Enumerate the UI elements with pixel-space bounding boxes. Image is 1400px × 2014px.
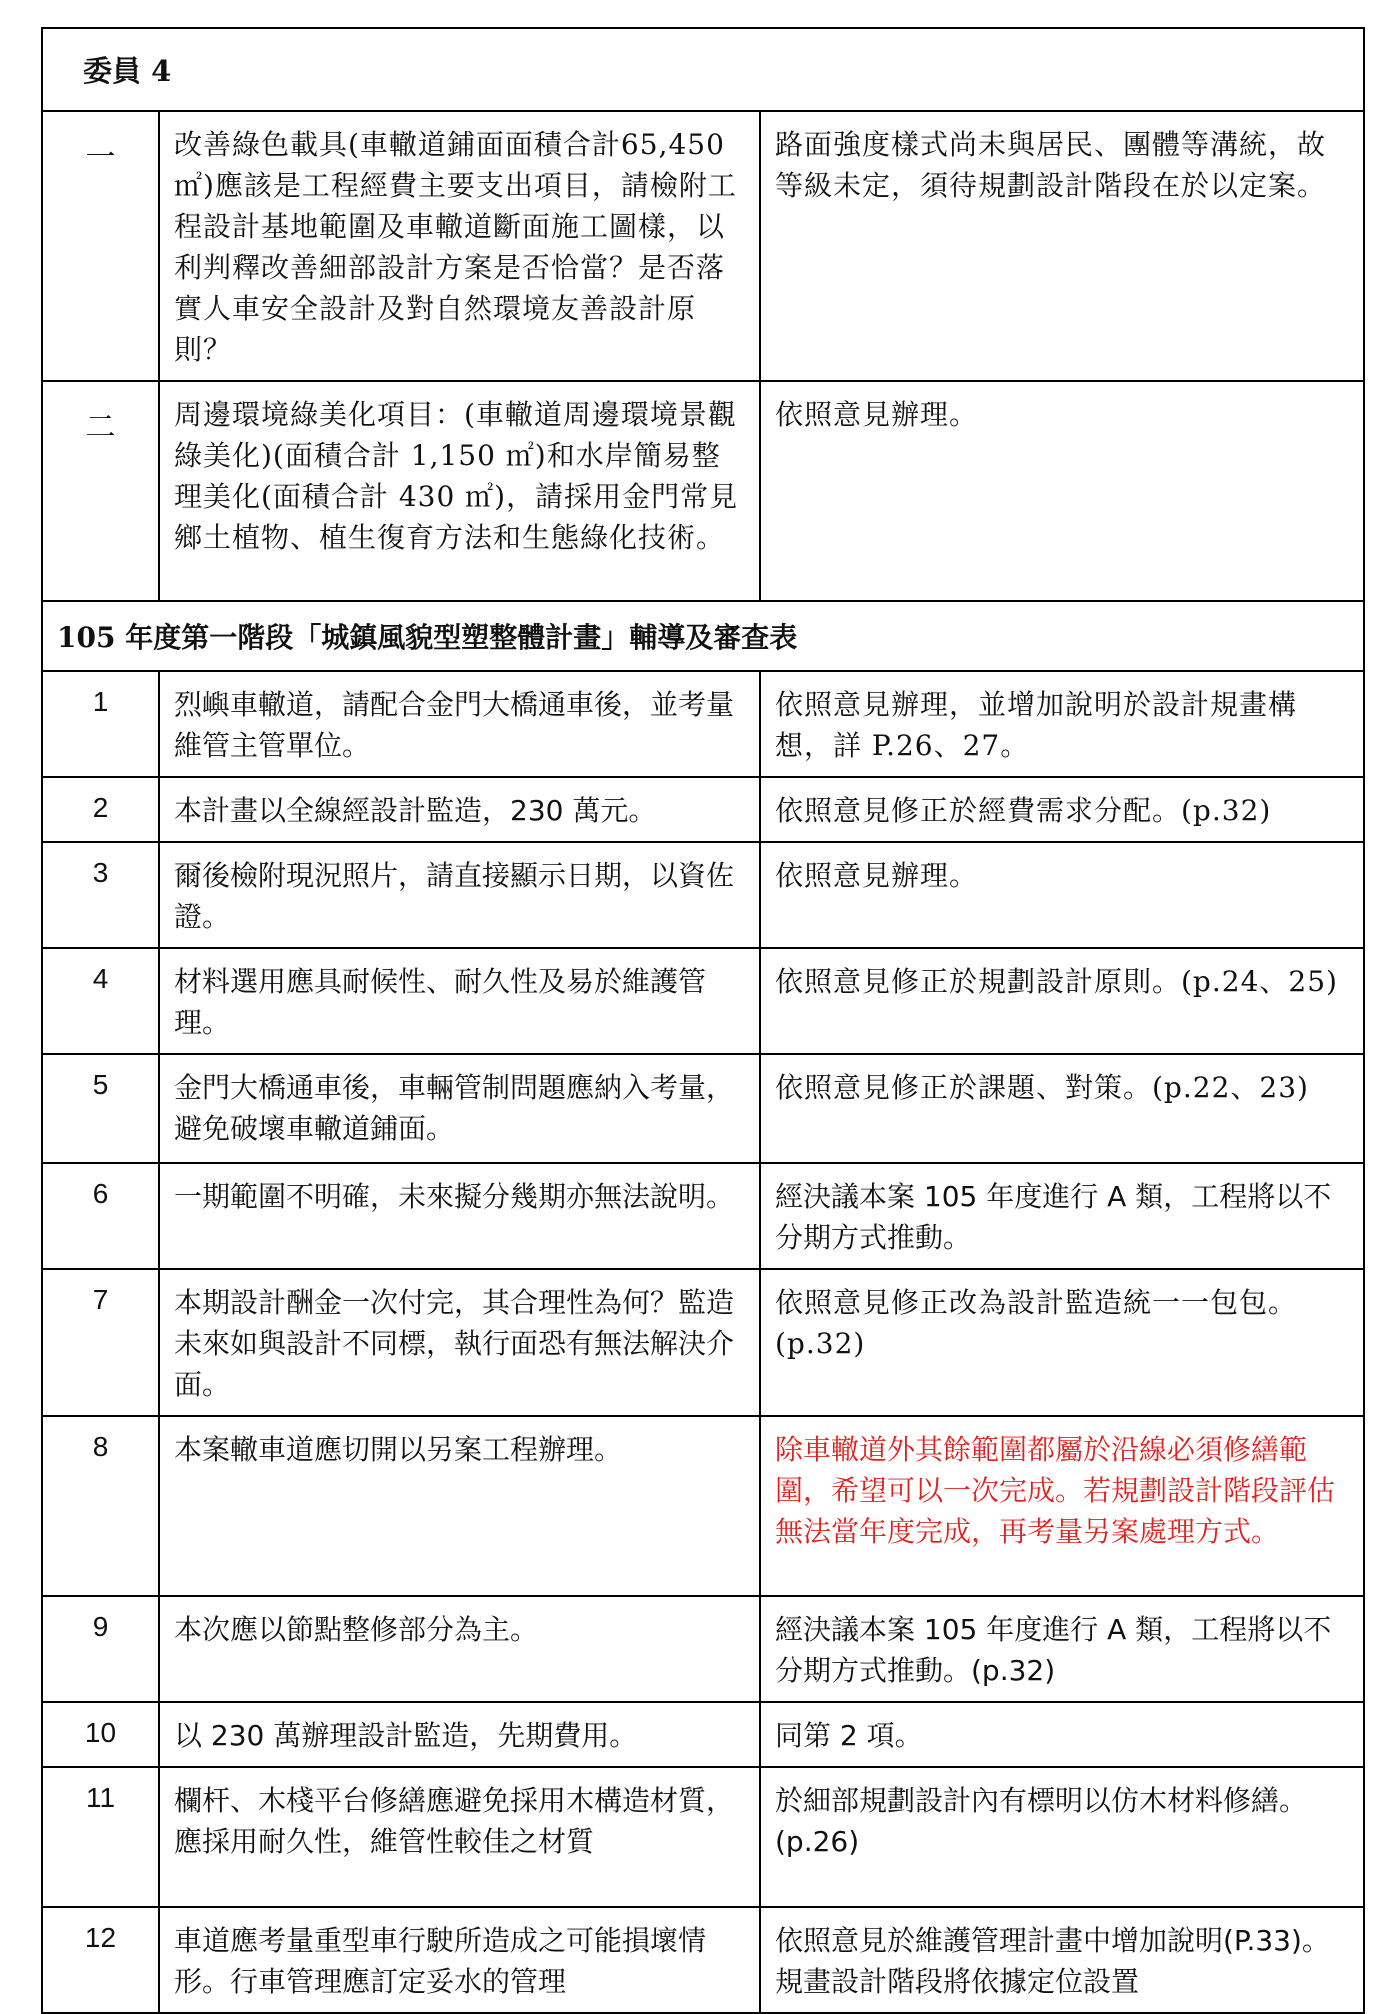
- item-number: 3: [42, 842, 159, 948]
- review-reply: 依照意見辦理。: [760, 381, 1364, 601]
- item-number: 7: [42, 1269, 159, 1416]
- item-number: 8: [42, 1416, 159, 1596]
- review-comment: 周邊環境綠美化項目：(車轍道周邊環境景觀綠美化)(面積合計 1,150 ㎡)和水岸簡易整理美化(面積合計 430 ㎡)，請採用金門常見鄉土植物、植生復育方法和生態綠化技術。: [159, 381, 760, 601]
- item-number: 4: [42, 948, 159, 1054]
- item-number: 10: [42, 1702, 159, 1767]
- table-row: [42, 1907, 1364, 2013]
- review-comment: 以 230 萬辦理設計監造，先期費用。: [159, 1702, 760, 1767]
- review-reply: 於細部規劃設計內有標明以仿木材料修繕。(p.26): [760, 1767, 1364, 1907]
- item-number: 二: [42, 381, 159, 601]
- item-number: 2: [42, 777, 159, 842]
- table-row: [42, 1702, 1364, 1767]
- review-comment: 爾後檢附現況照片，請直接顯示日期，以資佐證。: [159, 842, 760, 948]
- review-reply: 依照意見辦理。: [760, 842, 1364, 948]
- table-row: [42, 1767, 1364, 1907]
- review-reply: 依照意見修正改為設計監造統一一包包。(p.32): [760, 1269, 1364, 1416]
- review-reply: 依照意見於維護管理計畫中增加說明(P.33)。規畫設計階段將依據定位設置: [760, 1907, 1364, 2013]
- review-reply: 經決議本案 105 年度進行 A 類，工程將以不分期方式推動。: [760, 1163, 1364, 1269]
- review-comment: 本案轍車道應切開以另案工程辦理。: [159, 1416, 760, 1596]
- review-comment: 車道應考量重型車行駛所造成之可能損壞情形。行車管理應訂定妥水的管理: [159, 1907, 760, 2013]
- table-row: [42, 1416, 1364, 1596]
- review-reply: 依照意見修正於課題、對策。(p.22、23): [760, 1054, 1364, 1163]
- review-reply: 除車轍道外其餘範圍都屬於沿線必須修繕範圍，希望可以一次完成。若規劃設計階段評估無法當年度完成，再考量另案處理方式。: [760, 1416, 1364, 1596]
- table-row: [42, 1596, 1364, 1702]
- review-comment: 本次應以節點整修部分為主。: [159, 1596, 760, 1702]
- review-reply: 依照意見辦理，並增加說明於設計規畫構想，詳 P.26、27。: [760, 671, 1364, 777]
- review-comment: 欄杆、木棧平台修繕應避免採用木構造材質，應採用耐久性，維管性較佳之材質: [159, 1767, 760, 1907]
- table-row: [42, 1163, 1364, 1269]
- table-row: [42, 671, 1364, 777]
- review-reply: 依照意見修正於規劃設計原則。(p.24、25): [760, 948, 1364, 1054]
- review-reply: 同第 2 項。: [760, 1702, 1364, 1767]
- table-row: [42, 1269, 1364, 1416]
- review-comment: 烈嶼車轍道，請配合金門大橋通車後，並考量維管主管單位。: [159, 671, 760, 777]
- review-comment: 改善綠色載具(車轍道鋪面面積合計65,450㎡)應該是工程經費主要支出項目，請檢附工程設計基地範圍及車轍道斷面施工圖樣，以利判釋改善細部設計方案是否恰當？是否落實人車安全設計及對自然環境友善設計原則？: [159, 111, 760, 381]
- table-row: [42, 777, 1364, 842]
- review-comment: 本計畫以全線經設計監造，230 萬元。: [159, 777, 760, 842]
- item-number: 11: [42, 1767, 159, 1907]
- member-header: 委員 4: [42, 28, 1364, 111]
- review-comment: 一期範圍不明確，未來擬分幾期亦無法說明。: [159, 1163, 760, 1269]
- section-title: 105 年度第一階段「城鎮風貌型塑整體計畫」輔導及審查表: [42, 601, 1364, 671]
- item-number: 12: [42, 1907, 159, 2013]
- table-row: [42, 1054, 1364, 1163]
- review-comment: 材料選用應具耐候性、耐久性及易於維護管理。: [159, 948, 760, 1054]
- item-number: 一: [42, 111, 159, 381]
- item-number: 5: [42, 1054, 159, 1163]
- review-table: [41, 27, 1365, 2014]
- item-number: 1: [42, 671, 159, 777]
- review-comment: 金門大橋通車後，車輛管制問題應納入考量，避免破壞車轍道鋪面。: [159, 1054, 760, 1163]
- review-comment: 本期設計酬金一次付完，其合理性為何？監造未來如與設計不同標，執行面恐有無法解決介面。: [159, 1269, 760, 1416]
- member-header-row: [42, 28, 1364, 111]
- table-row: [42, 381, 1364, 601]
- table-row: [42, 948, 1364, 1054]
- review-reply: 經決議本案 105 年度進行 A 類，工程將以不分期方式推動。(p.32): [760, 1596, 1364, 1702]
- item-number: 9: [42, 1596, 159, 1702]
- review-reply: 依照意見修正於經費需求分配。(p.32): [760, 777, 1364, 842]
- table-row: [42, 111, 1364, 381]
- review-reply: 路面強度樣式尚未與居民、團體等溝統，故等級未定，須待規劃設計階段在於以定案。: [760, 111, 1364, 381]
- table-row: [42, 842, 1364, 948]
- review-table-page: [41, 27, 1363, 2014]
- item-number: 6: [42, 1163, 159, 1269]
- section-title-row: [42, 601, 1364, 671]
